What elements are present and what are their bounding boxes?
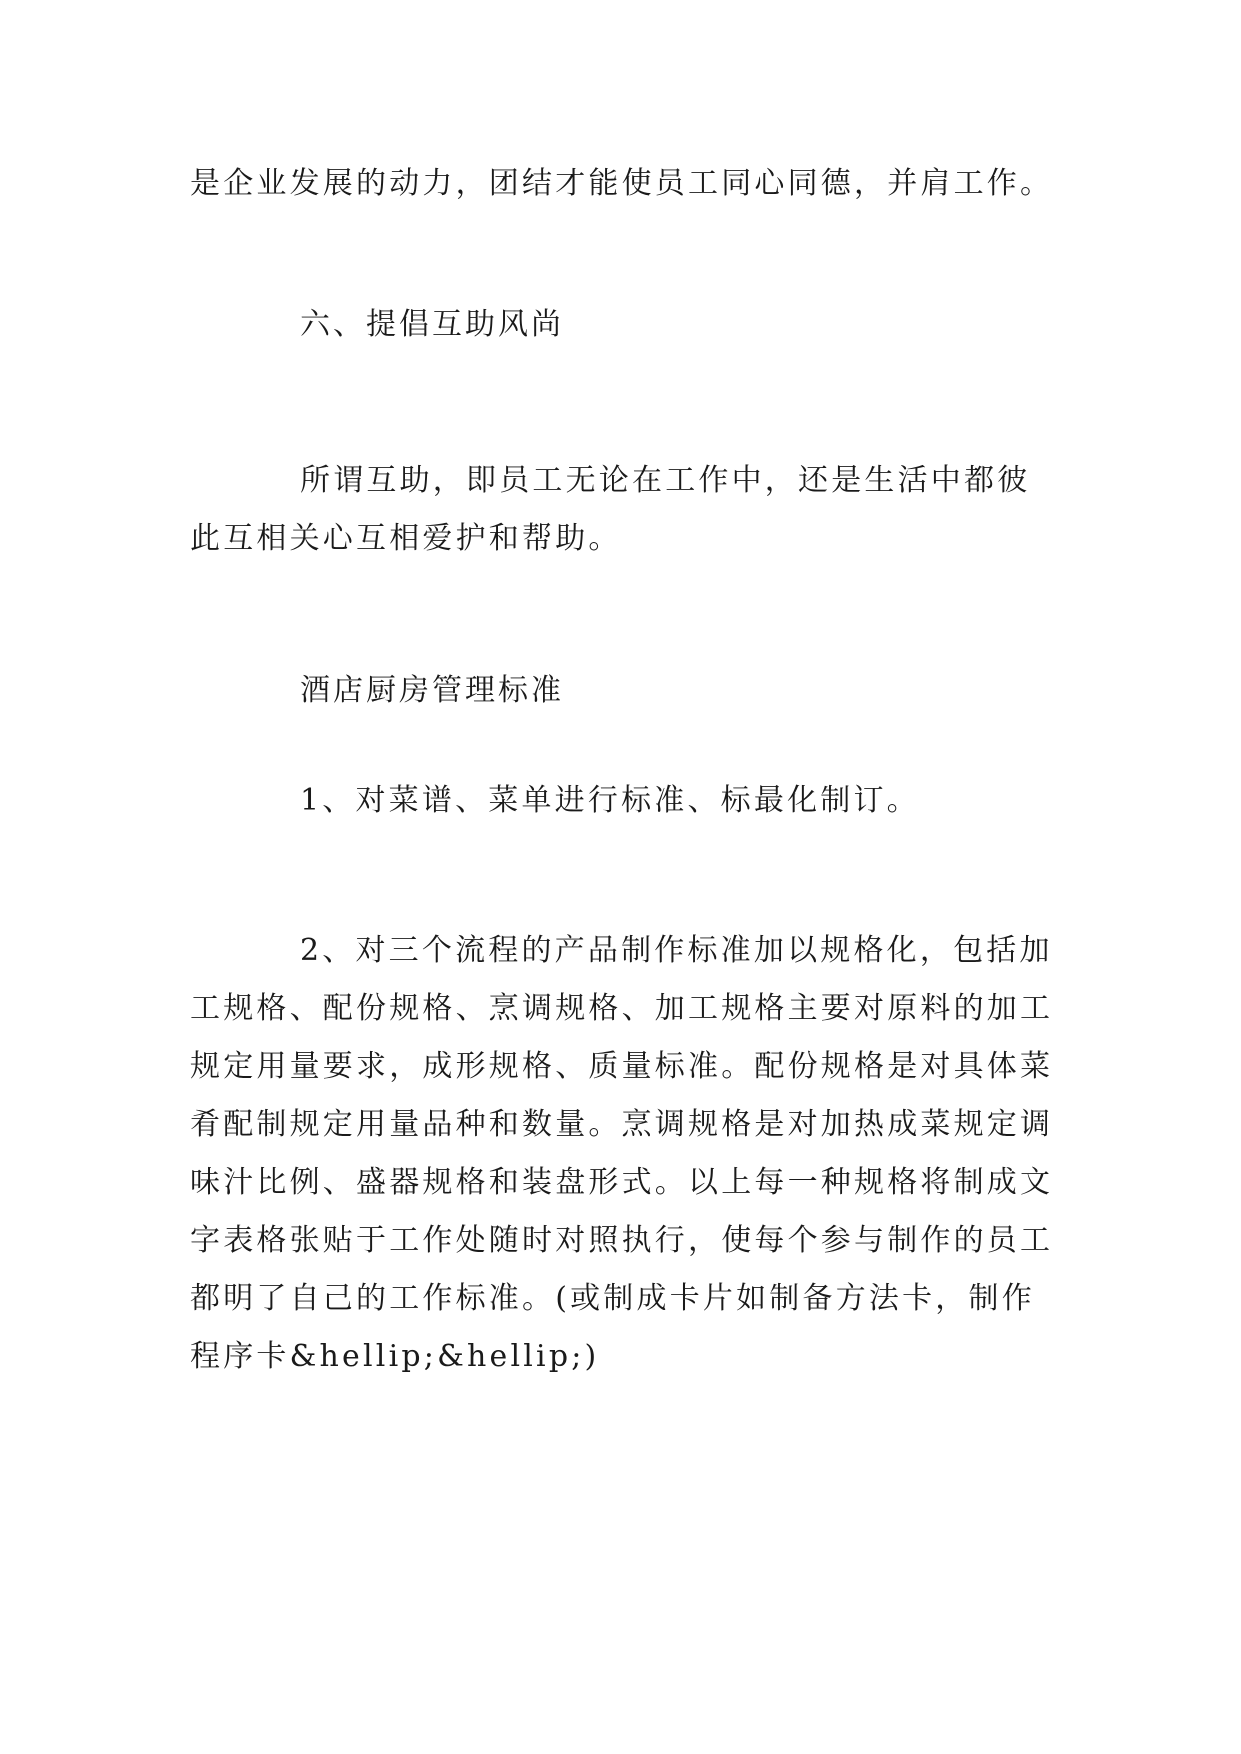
paragraph-unity: 是企业发展的动力，团结才能使员工同心同德，并肩工作。: [190, 166, 1054, 201]
section-heading-mutual-aid: 六、提倡互助风尚: [300, 307, 564, 342]
paragraph-menu-standards: 1、对菜谱、菜单进行标准、标最化制订。: [300, 783, 920, 818]
paragraph-process-standards: 2、对三个流程的产品制作标准加以规格化，包括加工规格、配份规格、烹调规格、加工规格主要对原料的加工规定用量要求，成形规格、质量标准。配份规格是对具体菜肴配制规定用量品种和数量。烹调规格是对加热成菜规定调味汁比例、盛器规格和装盘形式。以上每一种规格将制成文字表格张贴于工作处随时对照执行，使每个参与制作的员工都明了自己的工作标准。(或制成卡片如制备方法卡，制作程序卡&hellip;&hellip;): [190, 933, 1054, 1374]
section-heading-kitchen-standards: 酒店厨房管理标准: [300, 673, 564, 708]
paragraph-mutual-aid: 所谓互助，即员工无论在工作中，还是生活中都彼此互相关心互相爱护和帮助。: [190, 463, 1031, 556]
